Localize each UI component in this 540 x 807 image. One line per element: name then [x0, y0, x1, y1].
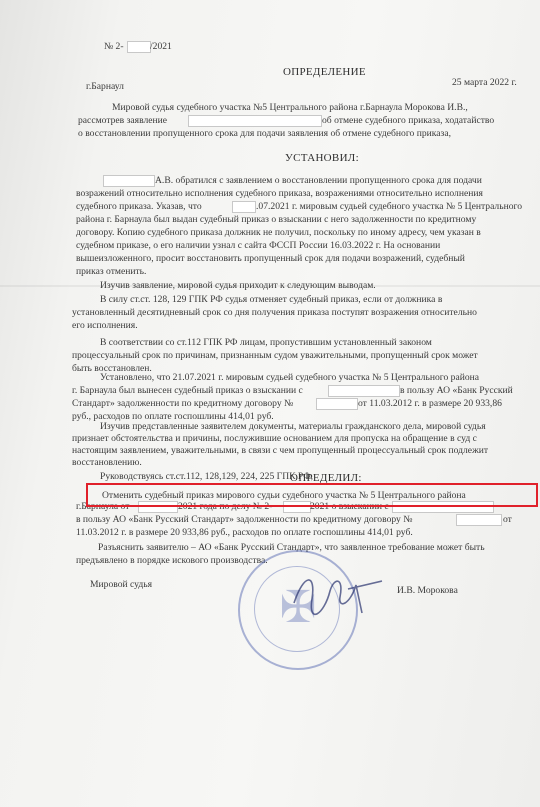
redaction — [456, 514, 502, 526]
section-heading-established: УСТАНОВИЛ: — [285, 152, 359, 164]
decision-line: от — [503, 514, 512, 525]
body-line: судебном приказе, о его наличии узнал с сайта ФССП России 16.03.2022 г. На основании — [76, 240, 441, 251]
body-line: установленный десятидневный срок со дня получения приказа поступят возражения относительно — [72, 307, 477, 318]
decision-line: 11.03.2012 г. в размере 20 933,86 руб., расходов по оплате госпошлины 414,01 руб. — [76, 527, 413, 538]
body-line: восстановлению. — [72, 457, 142, 468]
decision-line: в пользу АО «Банк Русский Стандарт» задолженности по кредитному договору № — [76, 514, 413, 525]
document-title: ОПРЕДЕЛЕНИЕ — [283, 66, 366, 78]
judge-label: Мировой судья — [90, 579, 153, 590]
case-number-suffix: /2021 — [150, 41, 172, 52]
decision-line: 2021 о взыскании с — [310, 501, 389, 512]
body-line: руб., расходов по оплате госпошлины 414,01 руб. — [72, 411, 274, 422]
redaction — [188, 115, 322, 127]
body-line: признает обстоятельства и причины, послужившие основанием для пропуска на обращение в суд с — [72, 433, 477, 444]
body-line: возражений относительно исполнения судебного приказа, возражениями относительно исполнения — [76, 188, 483, 199]
body-line: договору. Копию судебного приказа должник не получил, поскольку по иному адресу, чем указан в — [76, 227, 481, 238]
redaction — [316, 398, 358, 410]
body-line: Изучив заявление, мировой судья приходит к следующим выводам. — [100, 280, 376, 291]
body-line: его исполнения. — [72, 320, 138, 331]
document-date: 25 марта 2022 г. — [452, 77, 517, 88]
body-line: вышеизложенного, просит восстановить пропущенный срок для подачи возражений, судебный — [76, 253, 465, 264]
decision-line: Отменить судебный приказ мирового судьи судебного участка № 5 Центрального района — [102, 490, 466, 501]
body-line: Установлено, что 21.07.2021 г. мировым судьей судебного участка № 5 Центрального района — [100, 372, 480, 383]
body-line: приказ отменить. — [76, 266, 147, 277]
body-line: в пользу АО «Банк Русский — [400, 385, 513, 396]
redaction — [103, 175, 155, 187]
decision-line: предъявлено в порядке искового производства. — [76, 555, 268, 566]
redaction — [328, 385, 400, 397]
body-line: Изучив представленные заявителем документы, материалы гражданского дела, мировой судья — [100, 421, 486, 432]
body-line: В соответствии со ст.112 ГПК РФ лицам, пропустившим установленный законом — [100, 337, 432, 348]
decision-line: 2021 года по делу № 2- — [178, 501, 273, 512]
coat-of-arms-icon: ✠ — [279, 582, 317, 633]
redaction — [127, 41, 151, 53]
body-line: быть восстановлен. — [72, 363, 152, 374]
body-line: .07.2021 г. мировым судьей судебного участка № 5 Центрального — [256, 201, 523, 212]
body-line: от 11.03.2012 г. в размере 20 933,86 — [358, 398, 502, 409]
highlight-frame — [86, 483, 538, 507]
intro-line: рассмотрев заявление — [78, 115, 168, 126]
body-line: судебного приказа. Указав, что — [76, 201, 202, 212]
body-line: Руководствуясь ст.ст.112, 128,129, 224, 225 ГПК РФ, — [100, 471, 314, 482]
city: г.Барнаул — [86, 81, 124, 92]
body-line: района г. Барнаула был выдан судебный приказ о взыскании с него задолженности по кредитному — [76, 214, 477, 225]
intro-line: об отмене судебного приказа, ходатайство — [322, 115, 495, 126]
body-line: А.В. обратился с заявлением о восстановлении пропущенного срока для подачи — [155, 175, 482, 186]
judge-signature — [290, 563, 385, 623]
redaction — [232, 201, 256, 213]
case-number-prefix: № 2- — [104, 41, 124, 52]
decision-line: г.Барнаула от — [76, 501, 130, 512]
body-line: г. Барнаула был вынесен судебный приказ о взыскании с — [72, 385, 303, 396]
body-line: настоящим заявлением, уважительными, в связи с чем пропущенный процессуальный срок подлежит — [72, 445, 489, 456]
intro-line: о восстановлении пропущенного срока для подачи заявления об отмене судебного приказа, — [78, 128, 451, 139]
decision-line: Разъяснить заявителю – АО «Банк Русский Стандарт», что заявленное требование может быть — [98, 542, 485, 553]
intro-line: Мировой судья судебного участка №5 Центрального района г.Барнаула Морокова И.В., — [112, 102, 468, 113]
body-line: процессуальный срок по причинам, признанным судом уважительными, пропущенный срок может — [72, 350, 478, 361]
judge-name: И.В. Морокова — [397, 585, 458, 596]
body-line: Стандарт» задолженности по кредитному договору № — [72, 398, 294, 409]
section-heading-decided: ОПРЕДЕЛИЛ: — [290, 472, 362, 484]
body-line: В силу ст.ст. 128, 129 ГПК РФ судья отменяет судебный приказ, если от должника в — [100, 294, 443, 305]
